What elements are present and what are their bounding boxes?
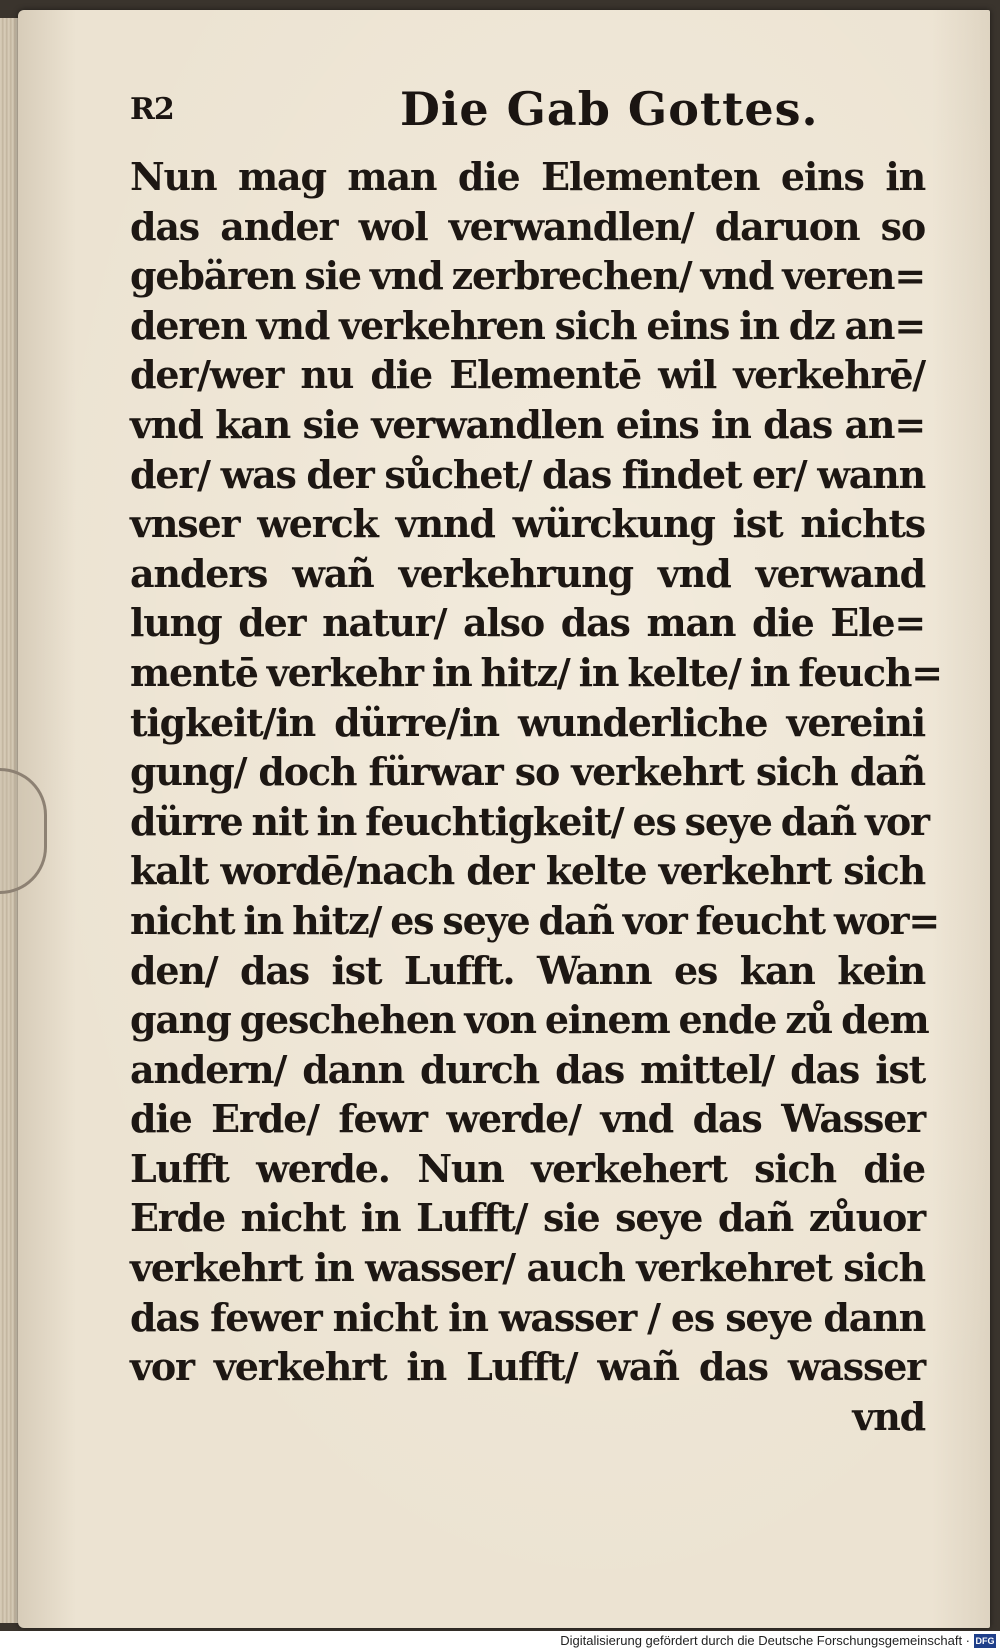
digitization-footer [0, 1631, 1000, 1651]
text-line: tigkeit/in dürre/in wunderliche vereini [130, 699, 925, 745]
page-header [130, 82, 920, 142]
text-line: nicht in hitz/ es seye dañ vor feucht wor= [130, 897, 940, 943]
text-line: deren vnd verkehren sich eins in dz an= [130, 302, 925, 348]
funding-credit: Digitalisierung gefördert durch die Deutsche Forschungsgemeinschaft · [560, 1633, 970, 1648]
text-line: Nun mag man die Elementen eins in [130, 154, 925, 199]
text-line: Erde nicht in Lufft/ sie seye dañ zůuor [130, 1195, 925, 1241]
text-line: verkehrt in wasser/ auch verkehret sich [130, 1245, 925, 1291]
dfg-logo: DFG [975, 1636, 995, 1646]
text-line: der/ was der sůchet/ das findet er/ wann [130, 451, 925, 497]
text-line: der/wer nu die Elementē wil verkehrē/ [130, 352, 925, 398]
text-line: den/ das ist Lufft. Wann es kan kein [130, 947, 925, 993]
running-title: Die Gab Gottes. [400, 82, 819, 136]
text-line: das fewer nicht in wasser / es seye dann [130, 1294, 925, 1340]
text-line: Lufft werde. Nun verkehert sich die [130, 1145, 925, 1191]
text-line: vnser werck vnnd würckung ist nichts [130, 501, 925, 547]
text-line: dürre nit in feuchtigkeit/ es seye dañ vor [130, 798, 929, 844]
text-line: vor verkehrt in Lufft/ wañ das wasser [130, 1344, 925, 1390]
text-line: die Erde/ fewr werde/ vnd das Wasser [130, 1096, 925, 1142]
text-line: vnd kan sie verwandlen eins in das an= [130, 401, 925, 447]
text-line: andern/ dann durch das mittel/ das ist [130, 1046, 925, 1092]
text-line: gang geschehen von einem ende zů dem [130, 997, 929, 1043]
signature-mark: R2 [130, 92, 174, 127]
text-line: anders wañ verkehrung vnd verwand [130, 550, 925, 596]
body-text [130, 152, 942, 1441]
text-line: gebären sie vnd zerbrechen/ vnd veren= [130, 253, 925, 299]
text-line: mentē verkehr in hitz/ in kelte/ in feuch= [130, 649, 942, 695]
text-line: kalt wordē/nach der kelte verkehrt sich [130, 848, 925, 894]
text-line: lung der natur/ also das man die Ele= [130, 600, 925, 646]
text-line: gung/ doch fürwar so verkehrt sich dañ [130, 749, 925, 795]
text-line: das ander wol verwandlen/ daruon so [130, 203, 925, 249]
catchword: vnd [852, 1393, 925, 1439]
